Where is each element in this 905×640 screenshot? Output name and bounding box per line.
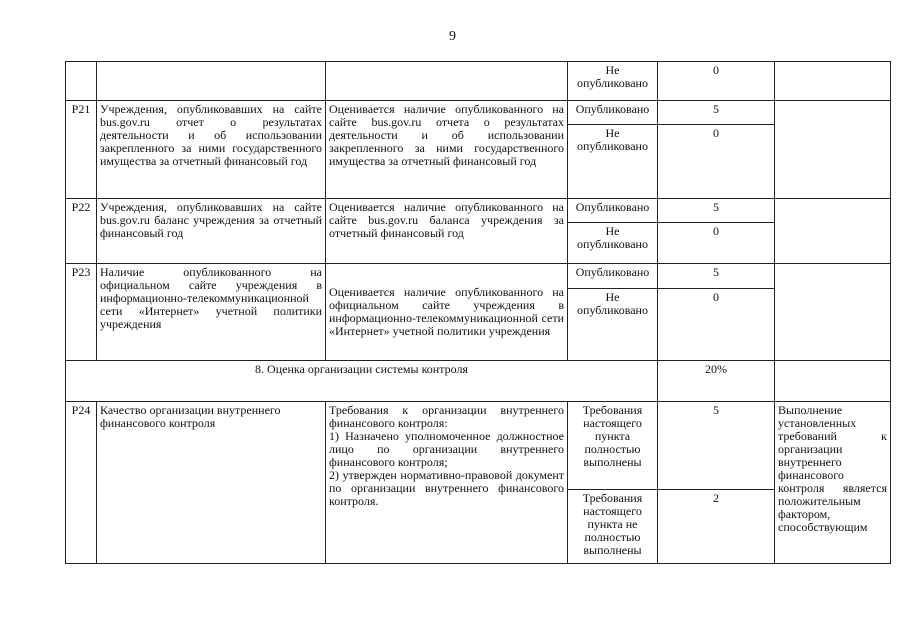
points-cell: 0	[658, 125, 775, 199]
section-title: 8. Оценка организации системы контроля	[66, 361, 658, 402]
criteria-text: Оценивается наличие опубликованного на сайте bus.gov.ru отчета о результатах деятельности и об использовании закрепленного за ними государственного имущества за отчетный финансовый год	[326, 101, 568, 199]
criteria-text: Оценивается наличие опубликованного на сайте bus.gov.ru баланса учреждения за отчетный финансовый год	[326, 199, 568, 264]
row-code: Р22	[66, 199, 97, 264]
option-cell: Опубликовано	[568, 101, 658, 125]
points-cell: 0	[658, 62, 775, 101]
indicator-text: Учреждения, опубликовавших на сайте bus.gov.ru отчет о результатах деятельности и об использовании закрепленного за ними государственного имущества за отчетный финансовый год	[97, 101, 326, 199]
table-row	[66, 361, 891, 402]
table-row	[66, 402, 891, 490]
points-cell: 5	[658, 101, 775, 125]
option-cell: Не опубликовано	[568, 289, 658, 361]
table-row	[66, 264, 891, 289]
points-cell: 5	[658, 402, 775, 490]
indicator-cell	[97, 62, 326, 101]
page-number: 9	[449, 29, 456, 44]
option-cell: Требования настоящего пункта не полностью выполнены	[568, 490, 658, 564]
table-row	[66, 62, 891, 101]
comment-cell	[775, 101, 891, 199]
code-cell	[66, 62, 97, 101]
criteria-text: Оценивается наличие опубликованного на официальном сайте учреждения в информационно-телекоммуникационной сети «Интернет» учетной политики учреждения	[326, 264, 568, 361]
option-cell: Требования настоящего пункта полностью выполнены	[568, 402, 658, 490]
comment-cell	[775, 62, 891, 101]
table-row	[66, 199, 891, 223]
criteria-item: 1) Назначено уполномоченное должностное лицо по организации внутреннего финансового контроля;	[329, 429, 564, 469]
comment-cell	[775, 264, 891, 361]
option-cell: Опубликовано	[568, 199, 658, 223]
indicator-text: Качество организации внутреннего финансового контроля	[97, 402, 326, 564]
comment-text: Выполнение установленных требований к организации внутреннего финансового контроля является положительным фактором, способствующим	[775, 402, 891, 564]
criteria-item: 2) утвержден нормативно-правовой документ по организации внутреннего финансового контроля.	[329, 468, 564, 508]
option-cell: Не опубликовано	[568, 223, 658, 264]
indicator-text: Наличие опубликованного на официальном сайте учреждения в информационно-телекоммуникационной сети «Интернет» учетной политики учреждения	[97, 264, 326, 361]
row-code: Р24	[66, 402, 97, 564]
row-code: Р23	[66, 264, 97, 361]
points-cell: 5	[658, 264, 775, 289]
comment-cell	[775, 199, 891, 264]
indicator-text: Учреждения, опубликовавших на сайте bus.gov.ru баланс учреждения за отчетный финансовый год	[97, 199, 326, 264]
comment-cell	[775, 361, 891, 402]
points-cell: 0	[658, 223, 775, 264]
criteria-cell	[326, 62, 568, 101]
points-cell: 0	[658, 289, 775, 361]
option-cell: Не опубликовано	[568, 62, 658, 101]
criteria-intro: Требования к организации внутреннего финансового контроля:	[329, 403, 564, 430]
row-code: Р21	[66, 101, 97, 199]
evaluation-table	[65, 61, 891, 564]
criteria-text	[326, 402, 568, 564]
table-row	[66, 101, 891, 125]
section-weight: 20%	[658, 361, 775, 402]
points-cell: 5	[658, 199, 775, 223]
points-cell: 2	[658, 490, 775, 564]
option-cell: Не опубликовано	[568, 125, 658, 199]
option-cell: Опубликовано	[568, 264, 658, 289]
